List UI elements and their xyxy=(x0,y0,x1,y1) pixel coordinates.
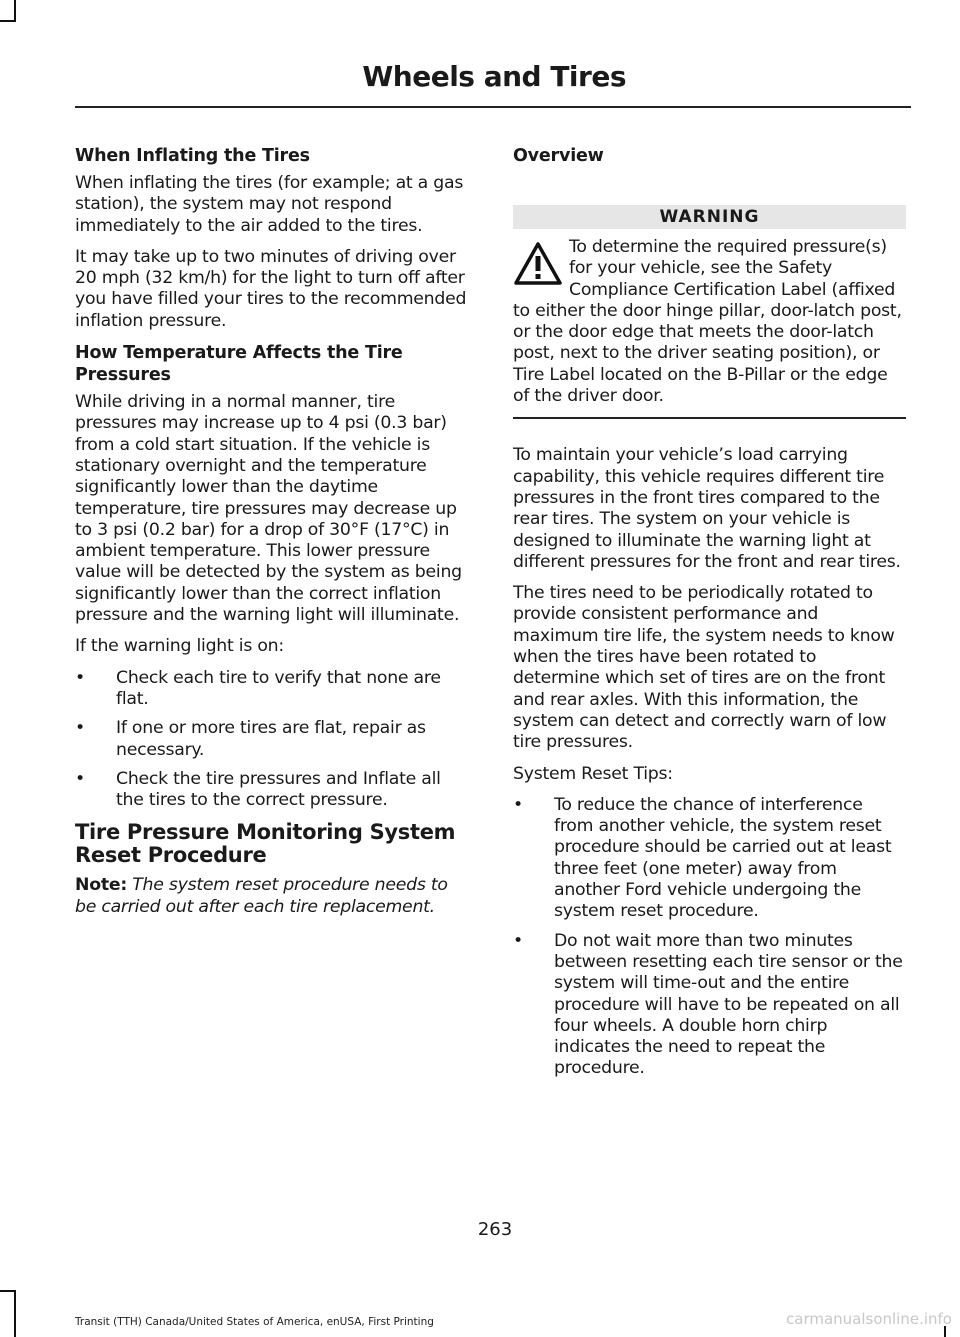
crop-mark xyxy=(0,1290,16,1292)
page-header-title: Wheels and Tires xyxy=(362,60,626,93)
edition-footer: Transit (TTH) Canada/United States of America, enUSA, First Printing xyxy=(75,1316,434,1328)
heading-overview: Overview xyxy=(513,146,604,166)
paragraph: The tires need to be periodically rotated to provide consistent performance and maximum tire life, the system needs to know when the tires have been rotated to determine which set of tires are on the front and rear axles. With this information, the system can detect and correctly warn of low tire pressures. xyxy=(513,583,895,753)
header-divider xyxy=(75,106,911,108)
heading-reset-procedure: Tire Pressure Monitoring System Reset Procedure xyxy=(75,820,456,868)
list-item: • To reduce the chance of interference from another vehicle, the system reset procedure should be carried out at least three feet (one meter) away from another Ford vehicle undergoing the system reset procedure. xyxy=(513,795,906,923)
heading-when-inflating: When Inflating the Tires xyxy=(75,146,310,166)
paragraph: If the warning light is on: xyxy=(75,636,284,657)
list-item: • Check the tire pressures and Inflate all the tires to the correct pressure. xyxy=(75,769,473,812)
paragraph: When inflating the tires (for example; at a gas station), the system may not respond immediately to the air added to the tires. xyxy=(75,173,464,236)
watermark: carmanualsonline.info xyxy=(786,1310,952,1328)
warning-divider xyxy=(513,417,906,419)
left-column xyxy=(75,145,473,928)
bullet-list xyxy=(75,668,473,812)
heading-temperature: How Temperature Affects the Tire Pressures xyxy=(75,343,403,386)
crop-mark xyxy=(14,0,16,20)
warning-title: WARNING xyxy=(513,205,906,229)
paragraph: System Reset Tips: xyxy=(513,763,673,784)
warning-text: To determine the required pressure(s) for your vehicle, see the Safety Compliance Certification Label (affixed to either the door hinge pillar, door-latch post, or the door edge that meets the door-latch post, next to the driver seating position), or Tire Label located on the B-Pillar or the edge of the driver door. xyxy=(513,237,902,407)
list-item: • Do not wait more than two minutes between resetting each tire sensor or the system will time-out and the entire procedure will have to be repeated on all four wheels. A double horn chirp indicates the need to repeat the procedure. xyxy=(513,931,906,1080)
list-item: • If one or more tires are flat, repair as necessary. xyxy=(75,718,473,761)
right-column xyxy=(513,145,906,1090)
paragraph: To maintain your vehicle’s load carrying capability, this vehicle requires different tire pressures in the front tires compared to the rear tires. The system on your vehicle is designed to illuminate the warning light at different pressures for the front and rear tires. xyxy=(513,445,901,572)
warning-box xyxy=(513,237,906,407)
paragraph: While driving in a normal manner, tire pressures may increase up to 4 psi (0.3 bar) from a cold start situation. If the vehicle is stationary overnight and the temperature significantly lower than the daytime temperature, tire pressures may decrease up to 3 psi (0.2 bar) for a drop of 30°F (17°C) in ambient temperature. This lower pressure value will be detected by the system as being significantly lower than the correct inflation pressure and the warning light will illuminate. xyxy=(75,392,462,626)
bullet-list xyxy=(513,795,906,1080)
note-label: Note: xyxy=(75,875,127,896)
crop-mark xyxy=(14,1290,16,1337)
note-text: The system reset procedure needs to be carried out after each tire replacement. xyxy=(75,875,448,917)
note xyxy=(75,875,473,918)
list-item: • Check each tire to verify that none are flat. xyxy=(75,668,473,711)
warning-triangle-icon xyxy=(513,241,563,287)
page-number: 263 xyxy=(477,1219,513,1240)
paragraph: It may take up to two minutes of driving over 20 mph (32 km/h) for the light to turn off after you have filled your tires to the recommended inflation pressure. xyxy=(75,246,467,331)
crop-mark xyxy=(0,20,16,22)
